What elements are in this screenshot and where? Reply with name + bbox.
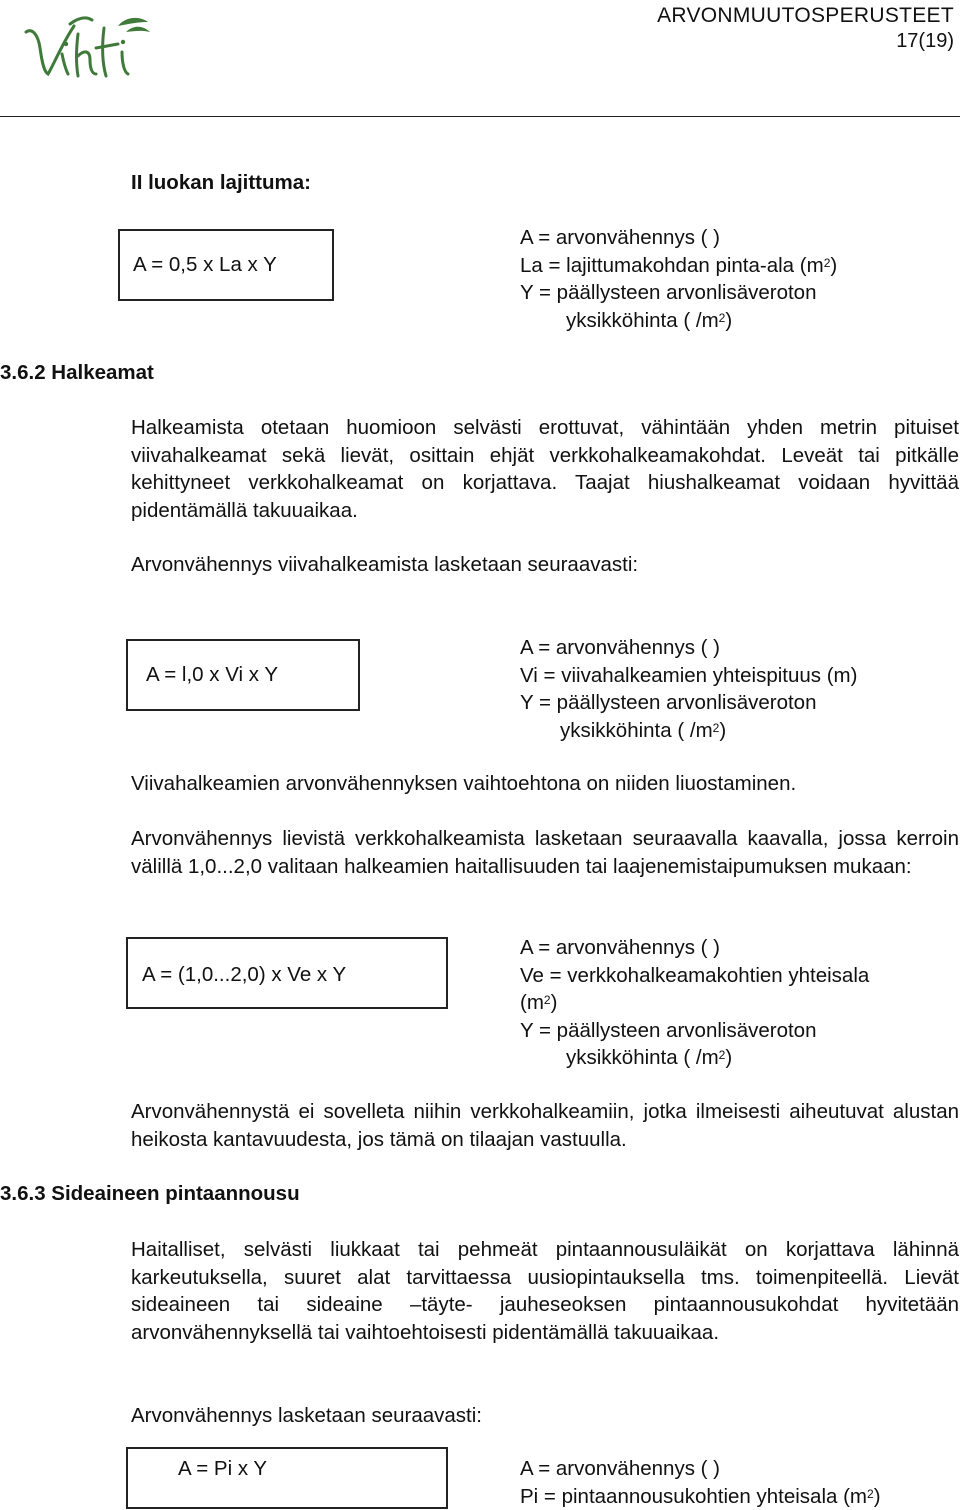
def-vi: Vi = viivahalkeamien yhteispituus (m)	[520, 662, 857, 690]
header-divider	[0, 116, 960, 117]
def-y-unit: yksikköhinta ( $/m^2$)	[520, 717, 857, 745]
formula-box-verkkohalkeamat	[126, 937, 448, 1009]
intro-viivahalkeamat: Arvonvähennys viivahalkeamista lasketaan seuraavasti:	[131, 551, 959, 579]
section-heading-halkeamat: 3.6.2 Halkeamat	[0, 361, 154, 385]
formula-viivahalkeamat: A = l,0 x Vi x Y	[146, 663, 278, 687]
vihti-logo	[22, 14, 152, 84]
definitions-verkkohalkeamat	[520, 934, 869, 1072]
paragraph-halkeamat: Halkeamista otetaan huomioon selvästi erottuvat, vähintään yhden metrin pituiset viivahalkeamat sekä lievät, osittain ehjät verkkohalkeamakohdat. Leveät tai pitkälle kehittyneet verkkohalkeamat on korjattava. Taajat hiushalkeamat voidaan hyvittää pidentämällä takuuaikaa.	[131, 414, 959, 524]
formula-box-viivahalkeamat	[126, 639, 360, 711]
paragraph-pintaannousu: Haitalliset, selvästi liukkaat tai pehmeät pintaannousuläikät on korjattava lähinnä karkeutuksella, suuret alat tarvittaessa uusiopintauksella tms. toimenpiteellä. Lievät sideaineen tai sideaine –täyte- jauheseoksen pintaannousukohdat hyvitetään arvonvähennyksellä tai vaihtoehtoisesti pidentämällä takuuaikaa.	[131, 1236, 959, 1346]
section-heading-pintaannousu: 3.6.3 Sideaineen pintaannousu	[0, 1182, 300, 1206]
def-y-unit: yksikköhinta ( $/m^2$)	[520, 1044, 869, 1072]
def-y: Y = päällysteen arvonlisäveroton	[520, 279, 837, 307]
document-title: ARVONMUUTOSPERUSTEET	[657, 4, 954, 28]
formula-lajittuma: A = 0,5 x La x Y	[133, 253, 277, 277]
def-pi: Pi = pintaannousukohtien yhteisala $(m^2)$	[520, 1483, 881, 1510]
def-y-unit: yksikköhinta ( $/m^2$)	[520, 307, 837, 335]
note-kantavuus: Arvonvähennystä ei sovelleta niihin verkkohalkeamiin, jotka ilmeisesti aiheutuvat alustan heikosta kantavuudesta, jos tämä on tilaajan vastuulla.	[131, 1098, 959, 1153]
def-y: Y = päällysteen arvonlisäveroton	[520, 689, 857, 717]
formula-pintaannousu: A = Pi x Y	[178, 1457, 267, 1481]
intro-pintaannousu: Arvonvähennys lasketaan seuraavasti:	[131, 1402, 959, 1430]
def-ve-unit: $(m^2)$	[520, 989, 869, 1017]
section-heading-lajittuma: II luokan lajittuma:	[131, 171, 311, 195]
def-a: A = arvonvähennys ( )	[520, 1455, 881, 1483]
formula-box-pintaannousu	[126, 1447, 448, 1509]
page-number: 17(19)	[896, 30, 954, 53]
definitions-viivahalkeamat	[520, 634, 857, 744]
note-liuostaminen: Viivahalkeamien arvonvähennyksen vaihtoehtona on niiden liuostaminen.	[131, 770, 959, 798]
formula-box-lajittuma	[118, 229, 334, 301]
definitions-pintaannousu	[520, 1455, 881, 1510]
formula-verkkohalkeamat: A = (1,0...2,0) x Ve x Y	[142, 963, 346, 987]
def-a: A = arvonvähennys ( )	[520, 934, 869, 962]
def-a: A = arvonvähennys ( )	[520, 634, 857, 662]
def-ve: Ve = verkkohalkeamakohtien yhteisala	[520, 962, 869, 990]
intro-verkkohalkeamat: Arvonvähennys lievistä verkkohalkeamista lasketaan seuraavalla kaavalla, jossa kerroin välillä 1,0...2,0 valitaan halkeamien haitallisuuden tai laajenemistaipumuksen mukaan:	[131, 825, 959, 880]
def-a: A = arvonvähennys ( )	[520, 224, 837, 252]
def-la: La = lajittumakohdan pinta-ala $(m^2)$	[520, 252, 837, 280]
def-y: Y = päällysteen arvonlisäveroton	[520, 1017, 869, 1045]
definitions-lajittuma	[520, 224, 837, 334]
